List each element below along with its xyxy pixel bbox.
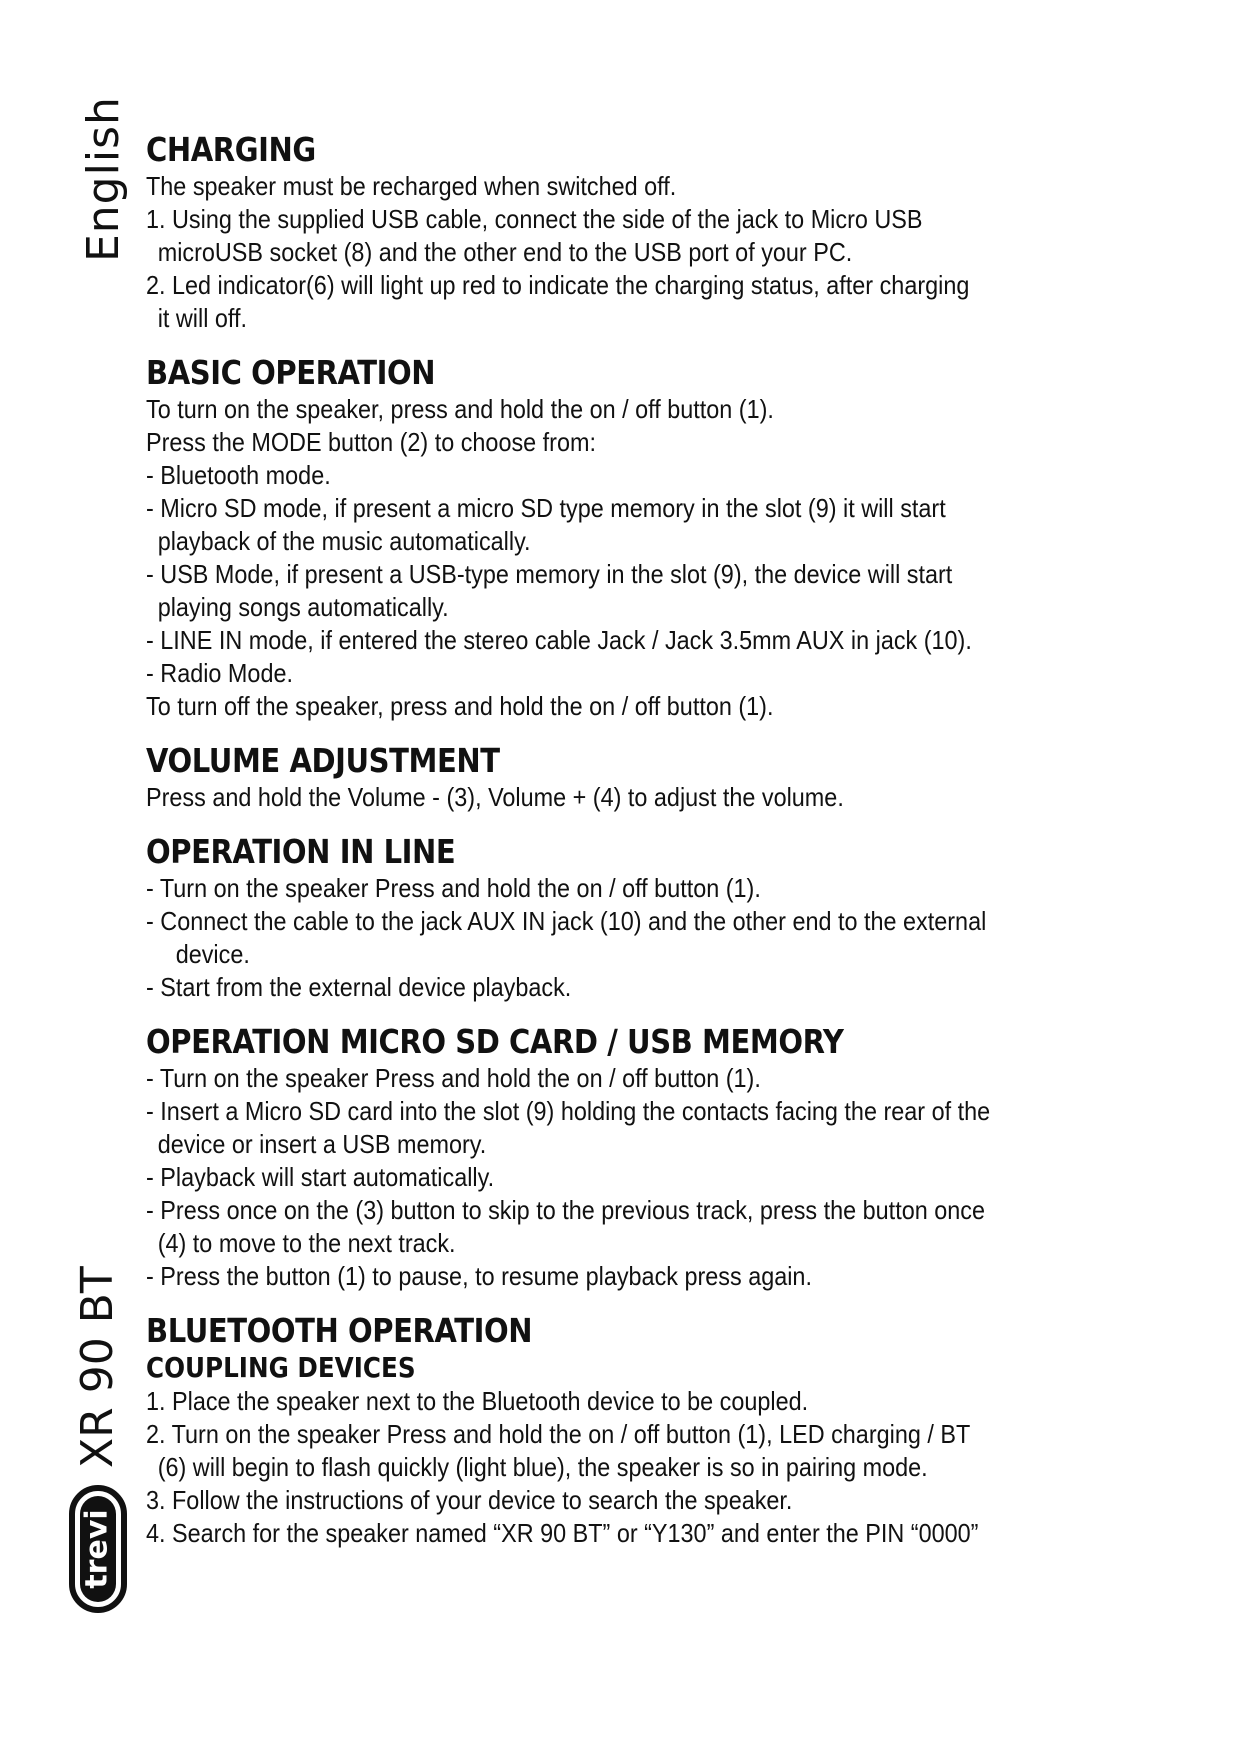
- text-line: - Press the button (1) to pause, to resume playback press again.: [146, 1261, 812, 1291]
- text-line: - Press once on the (3) button to skip to the previous track, press the button once: [146, 1195, 985, 1225]
- charging-title: CHARGING: [146, 130, 316, 169]
- text-line: (6) will begin to flash quickly (light blue), the speaker is so in pairing mode.: [157, 1452, 928, 1482]
- text-line: - Playback will start automatically.: [146, 1162, 495, 1192]
- text-line: Press and hold the Volume - (3), Volume + (4) to adjust the volume.: [146, 782, 844, 812]
- text-line: - LINE IN mode, if entered the stereo cable Jack / Jack 3.5mm AUX in jack (10).: [146, 625, 972, 655]
- text-line: - USB Mode, if present a USB-type memory in the slot (9), the device will start: [146, 559, 953, 589]
- text-line: - Insert a Micro SD card into the slot (9) holding the contacts facing the rear of the: [146, 1096, 991, 1126]
- text-line: To turn on the speaker, press and hold the on / off button (1).: [146, 394, 774, 424]
- sd-usb-section: [146, 1022, 1046, 1293]
- text-line: - Turn on the speaker Press and hold the on / off button (1).: [146, 1063, 761, 1093]
- volume-title: VOLUME ADJUSTMENT: [146, 741, 500, 780]
- coupling-subtitle: COUPLING DEVICES: [146, 1351, 416, 1384]
- text-line: - Bluetooth mode.: [146, 460, 331, 490]
- volume-section: [146, 741, 1046, 814]
- bluetooth-section: [146, 1311, 1046, 1550]
- text-line: device or insert a USB memory.: [157, 1129, 487, 1159]
- text-line: The speaker must be recharged when switched off.: [146, 171, 677, 201]
- text-line: playing songs automatically.: [157, 592, 449, 622]
- text-line: 2. Led indicator(6) will light up red to indicate the charging status, after charging: [146, 270, 970, 300]
- logo-text: trevi: [79, 1509, 115, 1589]
- model-label: XR 90 BT: [72, 1266, 123, 1468]
- text-line: Press the MODE button (2) to choose from:: [146, 427, 596, 457]
- text-line: 4. Search for the speaker named “XR 90 BT” or “Y130” and enter the PIN “0000”: [146, 1518, 979, 1548]
- text-line: 2. Turn on the speaker Press and hold the on / off button (1), LED charging / BT: [146, 1419, 971, 1449]
- text-line: device.: [175, 939, 250, 969]
- language-label: English: [78, 96, 129, 262]
- text-line: 1. Using the supplied USB cable, connect the side of the jack to Micro USB: [146, 204, 923, 234]
- charging-section: [146, 130, 1046, 335]
- text-line: To turn off the speaker, press and hold the on / off button (1).: [146, 691, 774, 721]
- text-line: - Turn on the speaker Press and hold the on / off button (1).: [146, 873, 761, 903]
- manual-content: [146, 130, 1046, 1568]
- line-in-section: [146, 832, 1046, 1004]
- text-line: it will off.: [157, 303, 247, 333]
- bluetooth-title: BLUETOOTH OPERATION: [146, 1311, 533, 1350]
- line-in-title: OPERATION IN LINE: [146, 832, 456, 871]
- text-line: playback of the music automatically.: [157, 526, 531, 556]
- text-line: - Radio Mode.: [146, 658, 293, 688]
- text-line: - Connect the cable to the jack AUX IN jack (10) and the other end to the external: [146, 906, 987, 936]
- sd-usb-title: OPERATION MICRO SD CARD / USB MEMORY: [146, 1022, 844, 1061]
- text-line: (4) to move to the next track.: [157, 1228, 456, 1258]
- text-line: 1. Place the speaker next to the Bluetooth device to be coupled.: [146, 1386, 809, 1416]
- basic-operation-title: BASIC OPERATION: [146, 353, 436, 392]
- text-line: - Micro SD mode, if present a micro SD type memory in the slot (9) it will start: [146, 493, 946, 523]
- basic-operation-section: [146, 353, 1046, 723]
- text-line: microUSB socket (8) and the other end to the USB port of your PC.: [157, 237, 853, 267]
- text-line: - Start from the external device playback.: [146, 972, 572, 1002]
- text-line: 3. Follow the instructions of your device to search the speaker.: [146, 1485, 793, 1515]
- trevi-logo-icon: [68, 1484, 128, 1614]
